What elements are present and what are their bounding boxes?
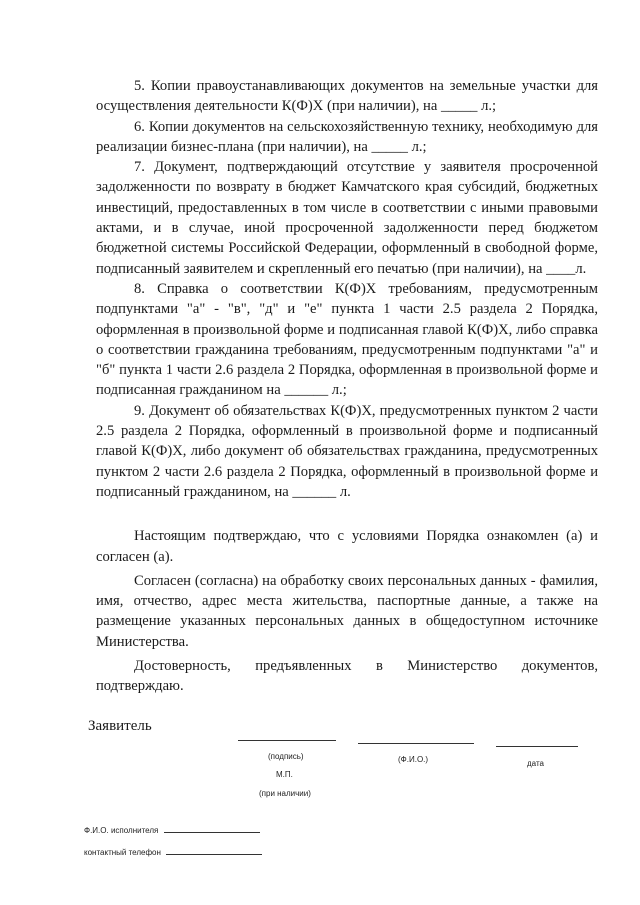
- phone-label: контактный телефон: [84, 848, 161, 857]
- signature-line: [238, 740, 336, 741]
- executor-label: Ф.И.О. исполнителя: [84, 826, 159, 835]
- fio-caption: (Ф.И.О.): [398, 755, 429, 764]
- date-line: [496, 746, 578, 747]
- item-9: 9. Документ об обязательствах К(Ф)Х, предусмотренных пунктом 2 части 2.5 раздела 2 Порядка, оформленный в произвольной форме и подписанный главой К(Ф)Х, либо документ об обязательствах гражданина, предусмотренных пунктом 2 части 2.6 раздела 2 Порядка, оформленный в произвольной форме и подписанный гражданином, на ______ л.: [96, 402, 598, 500]
- date-caption: дата: [527, 759, 544, 768]
- seal-note: (при наличии): [259, 789, 311, 798]
- executor-field[interactable]: [164, 824, 260, 833]
- item-6: 6. Копии документов на сельскохозяйственную технику, необходимую для реализации бизнес-плана (при наличии), на _____ л.;: [96, 118, 598, 155]
- consent-paragraph: Согласен (согласна) на обработку своих персональных данных - фамилия, имя, отчество, адрес места жительства, паспортные данные, а также на размещение указанных персональных данных в общедоступном источнике Министерства.: [96, 572, 598, 650]
- confirm-terms-paragraph: Настоящим подтверждаю, что с условиями Порядка ознакомлен (а) и согласен (а).: [96, 528, 598, 565]
- item-8: 8. Справка о соответствии К(Ф)Х требованиям, предусмотренным подпунктами "а" - "в", "д" и "е" пункта 1 части 2.5 раздела 2 Порядка, оформленная в произвольной форме и подписанная главой К(Ф)Х, либо справка о соответствии гражданина требованиям, предусмотренным подпунктами "а" и "б" пункта 1 части 2.6 раздела 2 Порядка, оформленная в произвольной форме и подписанная гражданином на ______ л.;: [96, 280, 598, 399]
- phone-field[interactable]: [166, 846, 262, 855]
- fio-line: [358, 743, 474, 744]
- document-body: [96, 76, 598, 697]
- executor-row: [84, 824, 260, 835]
- phone-row: [84, 846, 262, 857]
- seal-caption: М.П.: [276, 770, 293, 779]
- authenticity-paragraph: Достоверность, предъявленных в Министерство документов, подтверждаю.: [96, 658, 598, 695]
- item-5: 5. Копии правоустанавливающих документов на земельные участки для осуществления деятельности К(Ф)Х (при наличии), на _____ л.;: [96, 78, 598, 115]
- item-7: 7. Документ, подтверждающий отсутствие у заявителя просроченной задолженности по возврату в бюджет Камчатского края субсидий, бюджетных инвестиций, предоставленных в том числе в соответствии с иными правовыми актами, и в случае, иной просроченной задолженности перед бюджетом бюджетной системы Российской Федерации, оформленный в свободной форме, подписанный заявителем и скрепленный его печатью (при наличии), на ____л.: [96, 159, 598, 277]
- applicant-label: Заявитель: [88, 718, 152, 734]
- signature-caption: (подпись): [268, 752, 304, 761]
